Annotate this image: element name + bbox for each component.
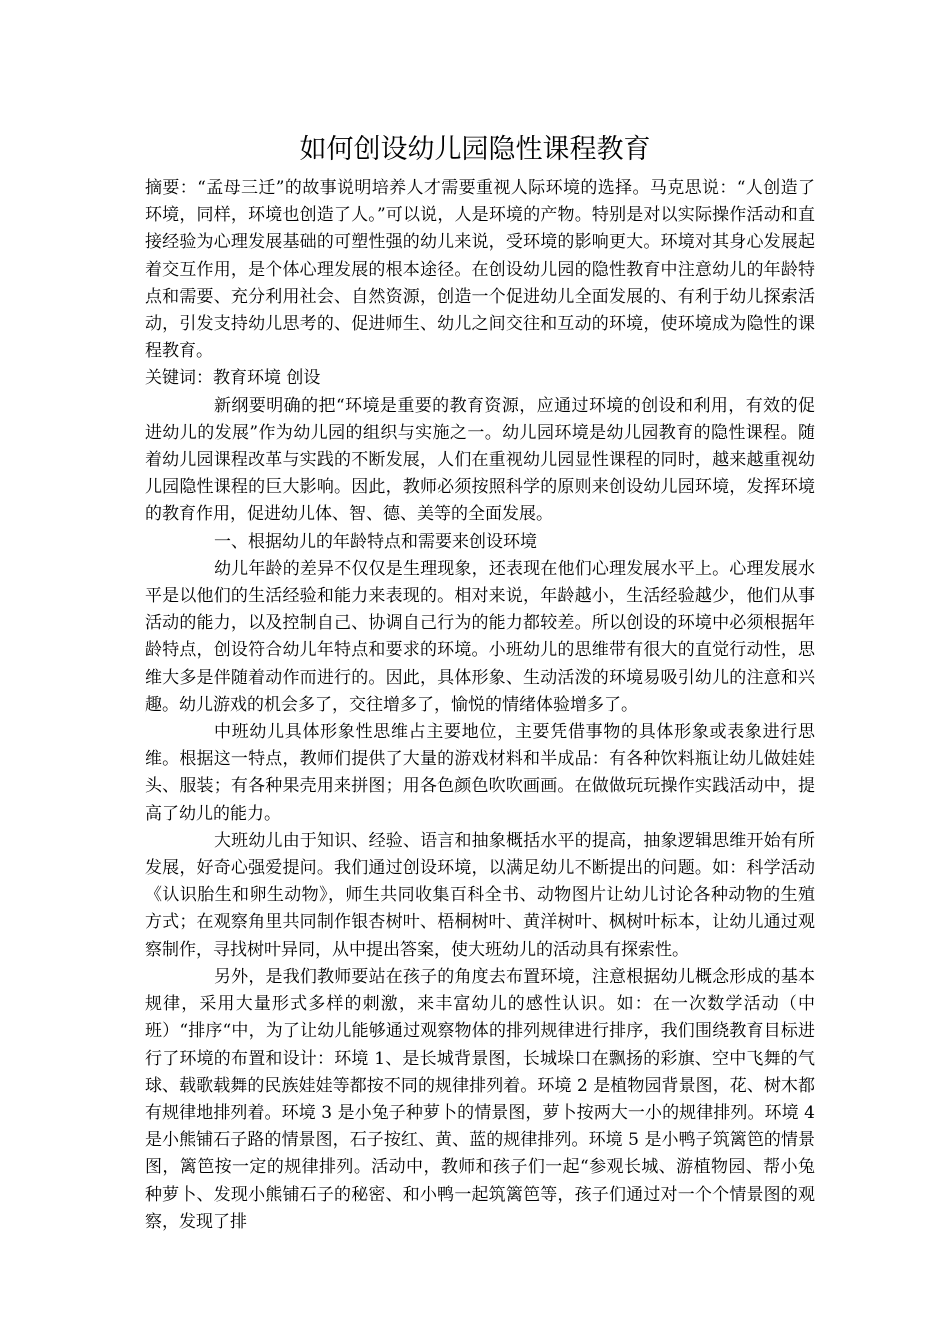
body-paragraph: 中班幼儿具体形象性思维占主要地位，主要凭借事物的具体形象或表象进行思维。根据这一特点，教师们提供了大量的游戏材料和半成品：有各种饮料瓶让幼儿做娃娃头、服装；有各种果壳用来拼图；用各色颜色吹吹画画。在做做玩玩操作实践活动中，提高了幼儿的能力。 (145, 722, 815, 824)
abstract-paragraph: 摘要：“孟母三迁”的故事说明培养人才需要重视人际环境的选择。马克思说：“人创造了环境，同样，环境也创造了人。”可以说，人是环境的产物。特别是对以实际操作活动和直接经验为心理发展基础的可塑性强的幼儿来说，受环境的影响更大。环境对其身心发展起着交互作用，是个体心理发展的根本途径。在创设幼儿园的隐性教育中注意幼儿的年龄特点和需要、充分利用社会、自然资源，创造一个促进幼儿全面发展的、有利于幼儿探索活动，引发支持幼儿思考的、促进师生、幼儿之间交往和互动的环境，使环境成为隐性的课程教育。 (145, 178, 815, 362)
keywords-line: 关键词：教育环境 创设 (145, 368, 321, 389)
body-paragraph: 幼儿年龄的差异不仅仅是生理现象，还表现在他们心理发展水平上。心理发展水平是以他们的生活经验和能力来表现的。相对来说，年龄越小，生活经验越少，他们从事活动的能力，以及控制自己、协调自己行为的能力都较差。所以创设的环境中必须根据年龄特点，创设符合幼儿年特点和要求的环境。小班幼儿的思维带有很大的直觉行动性，思维大多是伴随着动作而进行的。因此，具体形象、生动活泼的环境易吸引幼儿的注意和兴趣。幼儿游戏的机会多了，交往增多了，愉悦的情绪体验增多了。 (145, 558, 815, 715)
body-paragraph: 大班幼儿由于知识、经验、语言和抽象概括水平的提高，抽象逻辑思维开始有所发展，好奇心强爱提问。我们通过创设环境，以满足幼儿不断提出的问题。如：科学活动《认识胎生和卵生动物》，师生共同收集百科全书、动物图片让幼儿讨论各种动物的生殖方式；在观察角里共同制作银杏树叶、梧桐树叶、黄洋树叶、枫树叶标本，让幼儿通过观察制作，寻找树叶异同，从中提出答案，使大班幼儿的活动具有探索性。 (145, 830, 815, 960)
document-title: 如何创设幼儿园隐性课程教育 (299, 134, 651, 165)
document-body (145, 175, 815, 1236)
body-paragraph: 新纲要明确的把“环境是重要的教育资源，应通过环境的创设和利用，有效的促进幼儿的发展”作为幼儿园的组织与实施之一。幼儿园环境是幼儿园教育的隐性课程。随着幼儿园课程改革与实践的不断发展，人们在重视幼儿园显性课程的同时，越来越重视幼儿园隐性课程的巨大影响。因此，教师必须按照科学的原则来创设幼儿园环境，发挥环境的教育作用，促进幼儿体、智、德、美等的全面发展。 (145, 395, 815, 525)
section-heading: 一、根据幼儿的年龄特点和需要来创设环境 (214, 531, 537, 552)
body-paragraph: 另外，是我们教师要站在孩子的角度去布置环境，注意根据幼儿概念形成的基本规律，采用大量形式多样的刺激，来丰富幼儿的感性认识。如：在一次数学活动（中班）“排序“中，为了让幼儿能够通过观察物体的排列规律进行排序，我们围绕教育目标进行了环境的布置和设计：环境 1、是长城背景图，长城垛口在飘扬的彩旗、空中飞舞的气球、载歌载舞的民族娃娃等都按不同的规律排列着。环境 2 是植物园背景图，花、树木都有规律地排列着。环境 3 是小兔子种萝卜的情景图，萝卜按两大一小的规律排列。环境 4 是小熊铺石子路的情景图，石子按红、黄、蓝的规律排列。环境 5 是小鸭子筑篱笆的情景图，篱笆按一定的规律排列。活动中，教师和孩子们一起“参观长城、游植物园、帮小兔种萝卜、发现小熊铺石子的秘密、和小鸭一起筑篱笆等，孩子们通过对一个个情景图的观察，发现了排 (145, 966, 815, 1232)
